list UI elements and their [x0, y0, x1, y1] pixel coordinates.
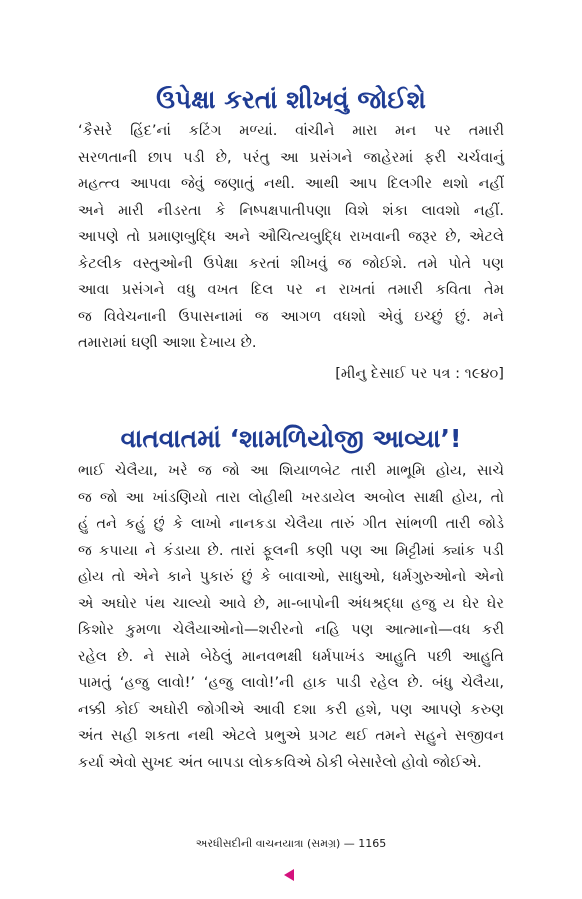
body-line: આપણે તો પ્રમાણબુદ્ધિ અને ઔચિત્યબુદ્ધિ રાખવાની જરૂર છે, એટલે	[78, 228, 504, 245]
body-line: હોય તો એને કાને પુકારું છું કે બાવાઓ, સાધુઓ, ધર્મગુરુઓનો એનો	[78, 568, 504, 585]
body-line: કેટલીક વસ્તુઓની ઉપેક્ષા કરતાં શીખવું જ જોઈશે. તમે પોતે પણ	[78, 254, 504, 272]
body-line: નક્કી કોઈ અઘોરી જોગીએ આવી દશા કરી હશે, પણ આપણે કરુણ	[78, 700, 504, 718]
body-line: રહેલ છે. ને સામે બેઠેલું માનવભક્ષી ધર્મપાખંડ આહુતિ પછી આહુતિ	[78, 647, 504, 665]
body-line: અને મારી નીડરતા કે નિષ્પક્ષપાતીપણા વિશે શંકા લાવશો નહીં.	[78, 201, 504, 219]
body-line: પામતું ‘હજુ લાવો!’ ‘હજુ લાવો!’ની હાક પાડી રહેલ છે. બંધુ ચેલૈયા,	[78, 674, 504, 691]
body-line: જ જો આ ખાંડણિયો તારા લોહીથી ખરડાયેલ અબોલ સાક્ષી હોય, તો	[78, 488, 504, 506]
section-2-title: વાતવાતમાં ‘શામળિયોજી આવ્યા’!	[120, 424, 462, 453]
body-line: આવા પ્રસંગને વધુ વખત દિલ પર ન રાખતાં તમારી કવિતા તેમ	[78, 281, 504, 298]
body-line: ભાઈ ચેલૈયા, ખરે જ જો આ શિયાળબેટ તારી માભૂમિ હોય, સાચે	[78, 462, 504, 479]
body-line: મહત્ત્વ આપવા જેવું જણાતું નથી. આથી આપ દિલગીર થશો નહીં	[78, 175, 504, 192]
body-line: જ કપાયા ને કંડાયા છે. તારાં ફૂલની કણી પણ આ મિટ્ટીમાં ક્યાંક પડી	[78, 541, 504, 559]
page-footer: અરધીસદીની વાચનયાત્રા (સમગ્ર) — 1165	[195, 837, 387, 850]
body-line: જ વિવેચનાની ઉપાસનામાં જ આગળ વધશો એવું ઇચ્છું છું. મને	[78, 307, 504, 325]
section-2-body	[78, 458, 504, 776]
body-line: હું તને કહું છું કે લાખો નાનકડા ચેલૈયા તારું ગીત સાંભળી તારી જોડે	[78, 515, 504, 532]
body-line: સરળતાની છાપ પડી છે, પરંતુ આ પ્રસંગને જાહેરમાં ફરી ચર્ચવાનું	[78, 148, 504, 166]
left-triangle-marker-icon	[284, 869, 294, 881]
body-line: કર્યા એવો સુખદ અંત બાપડા લોકકવિએ ઠોકી બેસારેલો હોવો જોઈએ.	[78, 753, 482, 771]
section-1-body	[78, 118, 504, 357]
section-1-citation: [મીનુ દેસાઈ પર પત્ર : ૧૯૪૦]	[335, 365, 504, 382]
body-line: તમારામાં ઘણી આશા દેખાય છે.	[78, 334, 257, 351]
body-line: ‘કૈસરે હિંદ’નાં કટિંગ મળ્યાં. વાંચીને મારા મન પર તમારી	[78, 122, 504, 139]
body-line: કિશોર કુમળા ચેલૈયાઓનો—શરીરનો નહિ પણ આત્માનો—વધ કરી	[78, 621, 504, 638]
body-line: એ અઘોર પંથ ચાલ્યો આવે છે, મા-બાપોની અંધશ્રદ્ધા હજુ ય ઘેર ઘેર	[78, 594, 504, 612]
body-line: અંત સહી શકતા નથી એટલે પ્રભુએ પ્રગટ થઈ તમને સહુને સજીવન	[78, 727, 504, 744]
section-1-title: ઉપેક્ષા કરતાં શીખવું જોઈશે	[156, 85, 426, 114]
